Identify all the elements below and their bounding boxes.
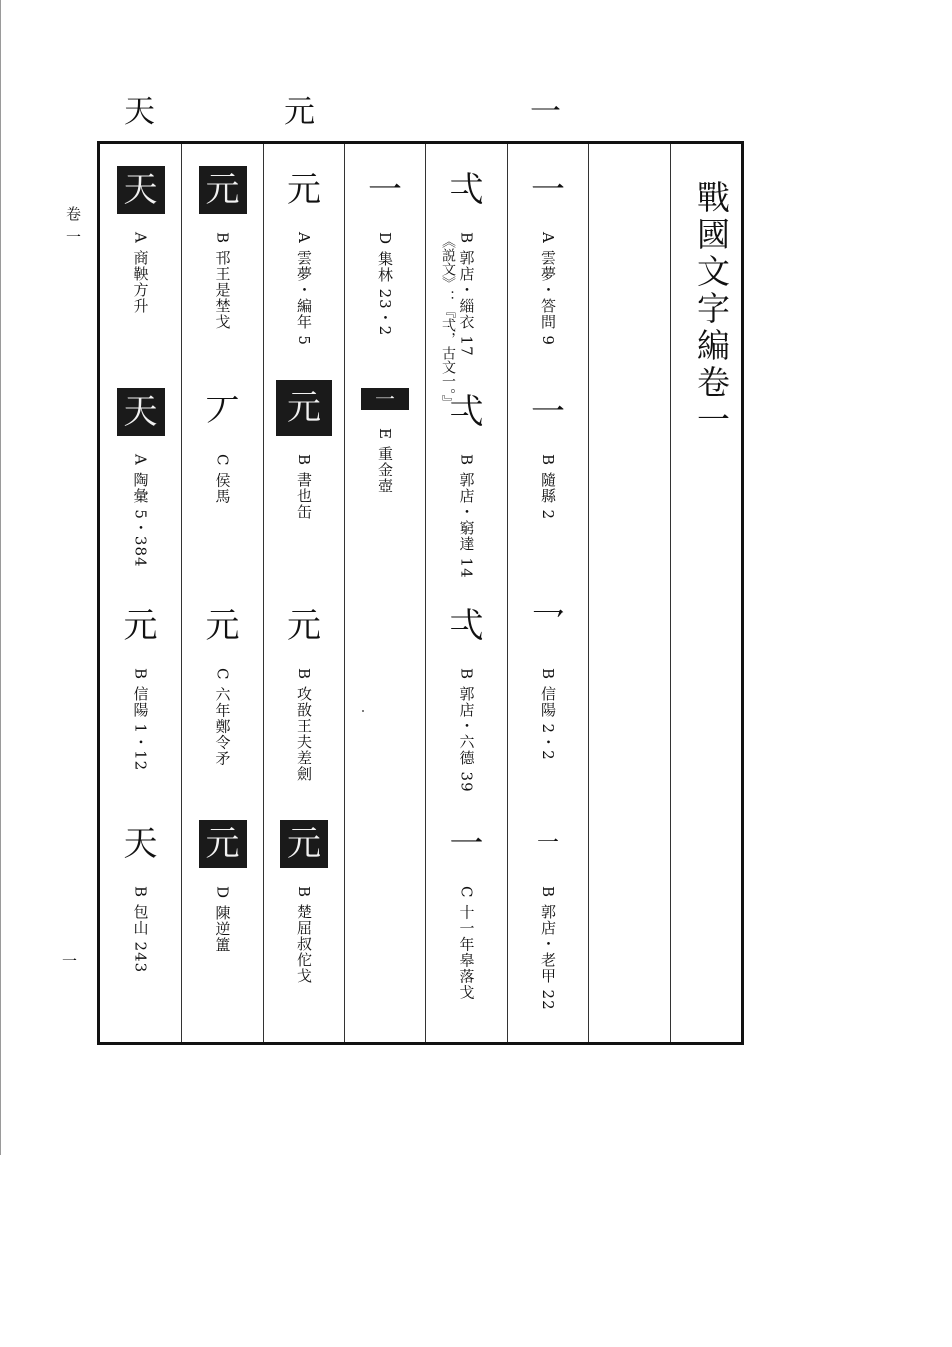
entry bbox=[182, 602, 263, 766]
heading-yi: 一 bbox=[530, 94, 561, 130]
entry bbox=[100, 602, 181, 771]
character-glyph: 乛 bbox=[531, 606, 565, 646]
source-caption: C 十一年皋落戈 bbox=[457, 886, 476, 1001]
character-glyph: 弌 bbox=[449, 170, 484, 210]
entry bbox=[426, 602, 507, 793]
source-caption: B 隨縣 2 bbox=[539, 454, 557, 521]
column-empty bbox=[588, 144, 670, 1042]
source-caption: C 侯馬 bbox=[213, 454, 232, 505]
source-caption: B 信陽 2・2 bbox=[539, 668, 557, 761]
character-glyph: 元 bbox=[287, 170, 321, 210]
entry bbox=[508, 820, 588, 1011]
source-caption: B 攻敔王夫差劍 bbox=[295, 668, 313, 782]
entry bbox=[264, 820, 344, 984]
entry bbox=[182, 820, 263, 953]
entry bbox=[100, 166, 181, 314]
entry bbox=[426, 166, 507, 357]
entry bbox=[345, 166, 425, 336]
character-glyph: 元 bbox=[205, 606, 240, 646]
volume-marker: 卷一 bbox=[64, 206, 82, 252]
entry bbox=[426, 820, 507, 1000]
entry bbox=[264, 380, 344, 520]
character-glyph: 天 bbox=[117, 166, 165, 214]
entry bbox=[264, 602, 344, 782]
character-glyph: 一 bbox=[531, 392, 565, 432]
column-title bbox=[670, 144, 741, 1042]
character-glyph: 元 bbox=[199, 166, 247, 214]
source-caption: B 楚屈叔佗戈 bbox=[295, 886, 313, 984]
character-glyph: 一 bbox=[536, 831, 559, 856]
shuowen-note: 《説文》：『弌，古文一。』 bbox=[440, 234, 456, 409]
character-glyph: 弌 bbox=[449, 392, 484, 432]
character-glyph: 元 bbox=[287, 606, 321, 646]
entry bbox=[264, 166, 344, 346]
heading-yuan: 元 bbox=[284, 94, 315, 130]
character-glyph: 一 bbox=[361, 388, 409, 410]
heading-tian: 天 bbox=[124, 94, 155, 130]
source-caption: C 六年鄭令矛 bbox=[213, 668, 232, 767]
entry bbox=[100, 820, 181, 973]
column-yuan-b bbox=[263, 144, 344, 1042]
source-caption: A 陶彙 5・384 bbox=[131, 454, 150, 568]
source-caption: D 集林 23・2 bbox=[376, 232, 394, 337]
page-edge bbox=[0, 0, 1, 1155]
page-number: 一 bbox=[62, 952, 78, 970]
source-caption: A 商鞅方升 bbox=[131, 232, 150, 314]
character-table bbox=[97, 141, 744, 1045]
source-caption: B 書也缶 bbox=[295, 454, 313, 520]
entry bbox=[508, 166, 588, 346]
entry bbox=[508, 602, 588, 761]
character-glyph: 一 bbox=[531, 170, 565, 210]
source-caption: B 邗王是埜戈 bbox=[213, 232, 232, 330]
character-glyph: 弌 bbox=[449, 606, 484, 646]
ink-speck bbox=[362, 710, 364, 712]
column-yi-b bbox=[425, 144, 507, 1042]
column-yuan bbox=[344, 144, 425, 1042]
entry bbox=[182, 388, 263, 504]
source-caption: B 郭店・老甲 22 bbox=[539, 886, 557, 1011]
source-caption: B 信陽 1・12 bbox=[131, 668, 150, 772]
book-title: 戰國文字編卷一 bbox=[692, 180, 731, 439]
entry bbox=[345, 388, 425, 494]
column-yi-a bbox=[507, 144, 588, 1042]
column-yuan-c bbox=[181, 144, 263, 1042]
source-caption: A 雲夢・編年 5 bbox=[295, 232, 313, 346]
source-caption: B 郭店・窮達 14 bbox=[457, 454, 476, 579]
character-glyph: 元 bbox=[280, 820, 328, 868]
character-glyph: 天 bbox=[117, 388, 165, 436]
character-glyph: 元 bbox=[276, 380, 332, 436]
character-glyph: 一 bbox=[449, 824, 484, 864]
entry bbox=[508, 388, 588, 520]
entry bbox=[100, 388, 181, 568]
source-caption: B 郭店・六德 39 bbox=[457, 668, 476, 793]
source-caption: B 郭店・緇衣 17 bbox=[457, 232, 476, 357]
character-glyph: 一 bbox=[368, 170, 402, 210]
column-tian bbox=[100, 144, 181, 1042]
character-glyph: 丆 bbox=[205, 392, 240, 432]
source-caption: D 陳逆簠 bbox=[213, 886, 232, 953]
source-caption: E 重金壺 bbox=[376, 428, 394, 494]
character-glyph: 天 bbox=[123, 824, 158, 864]
source-caption: A 雲夢・答問 9 bbox=[539, 232, 557, 346]
entry bbox=[426, 388, 507, 579]
entry bbox=[182, 166, 263, 330]
character-glyph: 元 bbox=[199, 820, 247, 868]
source-caption: B 包山 243 bbox=[131, 886, 150, 974]
character-glyph: 元 bbox=[123, 606, 158, 646]
